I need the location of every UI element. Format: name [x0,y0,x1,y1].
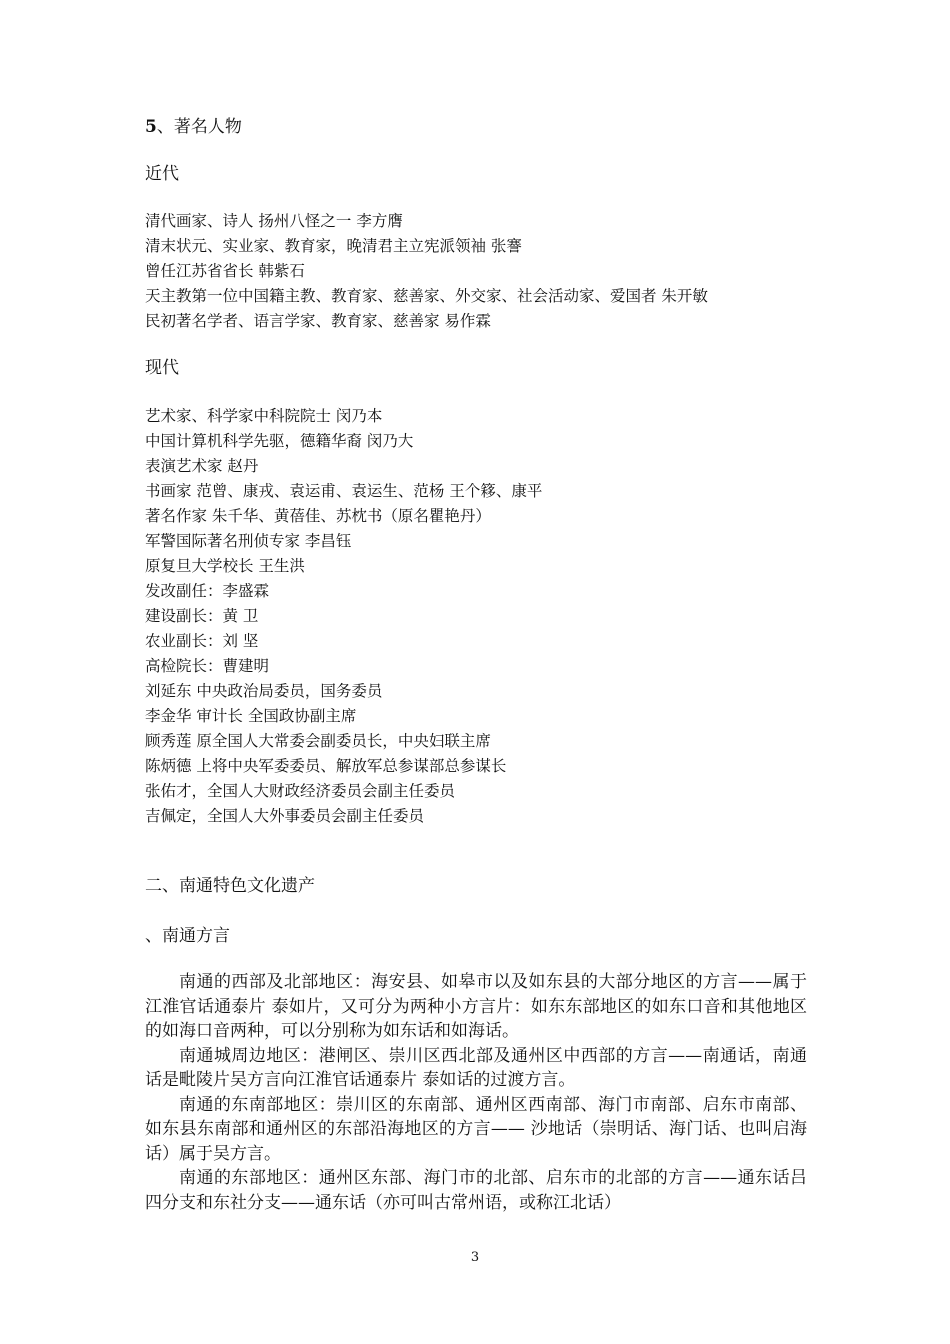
list-item: 清末状元、实业家、教育家，晚清君主立宪派领袖 张謇 [145,237,522,255]
list-item: 著名作家 朱千华、黄蓓佳、苏枕书（原名瞿艳丹） [145,507,491,525]
contemporary-era-heading: 现代 [145,358,179,378]
section-title: 、著名人物 [156,117,242,137]
list-item: 李金华 审计长 全国政协副主席 [145,707,357,725]
list-item: 张佑才，全国人大财政经济委员会副主任委员 [145,782,456,800]
list-item: 表演艺术家 赵丹 [145,457,259,475]
list-item: 曾任江苏省省长 韩紫石 [145,262,305,280]
dialect-body [145,970,807,1215]
list-item: 民初著名学者、语言学家、教育家、慈善家 易作霖 [145,312,491,330]
list-item: 天主教第一位中国籍主教、教育家、慈善家、外交家、社会活动家、爱国者 朱开敏 [145,287,708,305]
paragraph: 南通的西部及北部地区：海安县、如皋市以及如东县的大部分地区的方言——属于江淮官话通泰片 泰如片，又可分为两种小方言片：如东东部地区的如东口音和其他地区的如海口音两种，可以分别称为如东话和如海话。 [145,972,807,1041]
dialect-subheading: 、南通方言 [145,926,230,946]
contemporary-era-list [145,404,810,829]
paragraph: 南通城周边地区：港闸区、崇川区西北部及通州区中西部的方言——南通话，南通话是毗陵片吴方言向江淮官话通泰片 泰如话的过渡方言。 [145,1045,807,1090]
list-item: 农业副长：刘 坚 [145,632,259,650]
list-item: 军警国际著名刑侦专家 李昌钰 [145,532,352,550]
list-item: 艺术家、科学家中科院院士 闵乃本 [145,407,383,425]
section-5-heading [145,115,810,139]
modern-era-heading: 近代 [145,164,179,184]
list-item: 发改副任：李盛霖 [145,582,270,600]
list-item: 吉佩定，全国人大外事委员会副主任委员 [145,807,425,825]
list-item: 清代画家、诗人 扬州八怪之一 李方膺 [145,212,403,230]
list-item: 建设副长：黄 卫 [145,607,259,625]
page-number: 3 [470,1250,480,1265]
paragraph: 南通的东南部地区：崇川区的东南部、通州区西南部、海门市南部、启东市南部、如东县东南部和通州区的东部沿海地区的方言—— 沙地话（崇明话、海门话、也叫启海话）属于吴方言。 [145,1094,807,1164]
part-2-heading: 二、南通特色文化遗产 [145,876,315,896]
list-item: 原复旦大学校长 王生洪 [145,557,305,575]
paragraph: 南通的东部地区：通州区东部、海门市的北部、启东市的北部的方言——通东话吕四分支和东社分支——通东话（亦可叫古常州语，或称江北话） [145,1168,807,1213]
list-item: 顾秀莲 原全国人大常委会副委员长，中央妇联主席 [145,732,491,750]
section-number: 5 [145,117,157,137]
list-item: 中国计算机科学先驱，德籍华裔 闵乃大 [145,432,414,450]
list-item: 陈炳德 上将中央军委委员、解放军总参谋部总参谋长 [145,757,507,775]
list-item: 刘延东 中央政治局委员，国务委员 [145,682,383,700]
list-item: 书画家 范曾、康戎、袁运甫、袁运生、范杨 王个簃、康平 [145,482,543,500]
modern-era-list [145,209,810,334]
list-item: 高检院长：曹建明 [145,657,270,675]
